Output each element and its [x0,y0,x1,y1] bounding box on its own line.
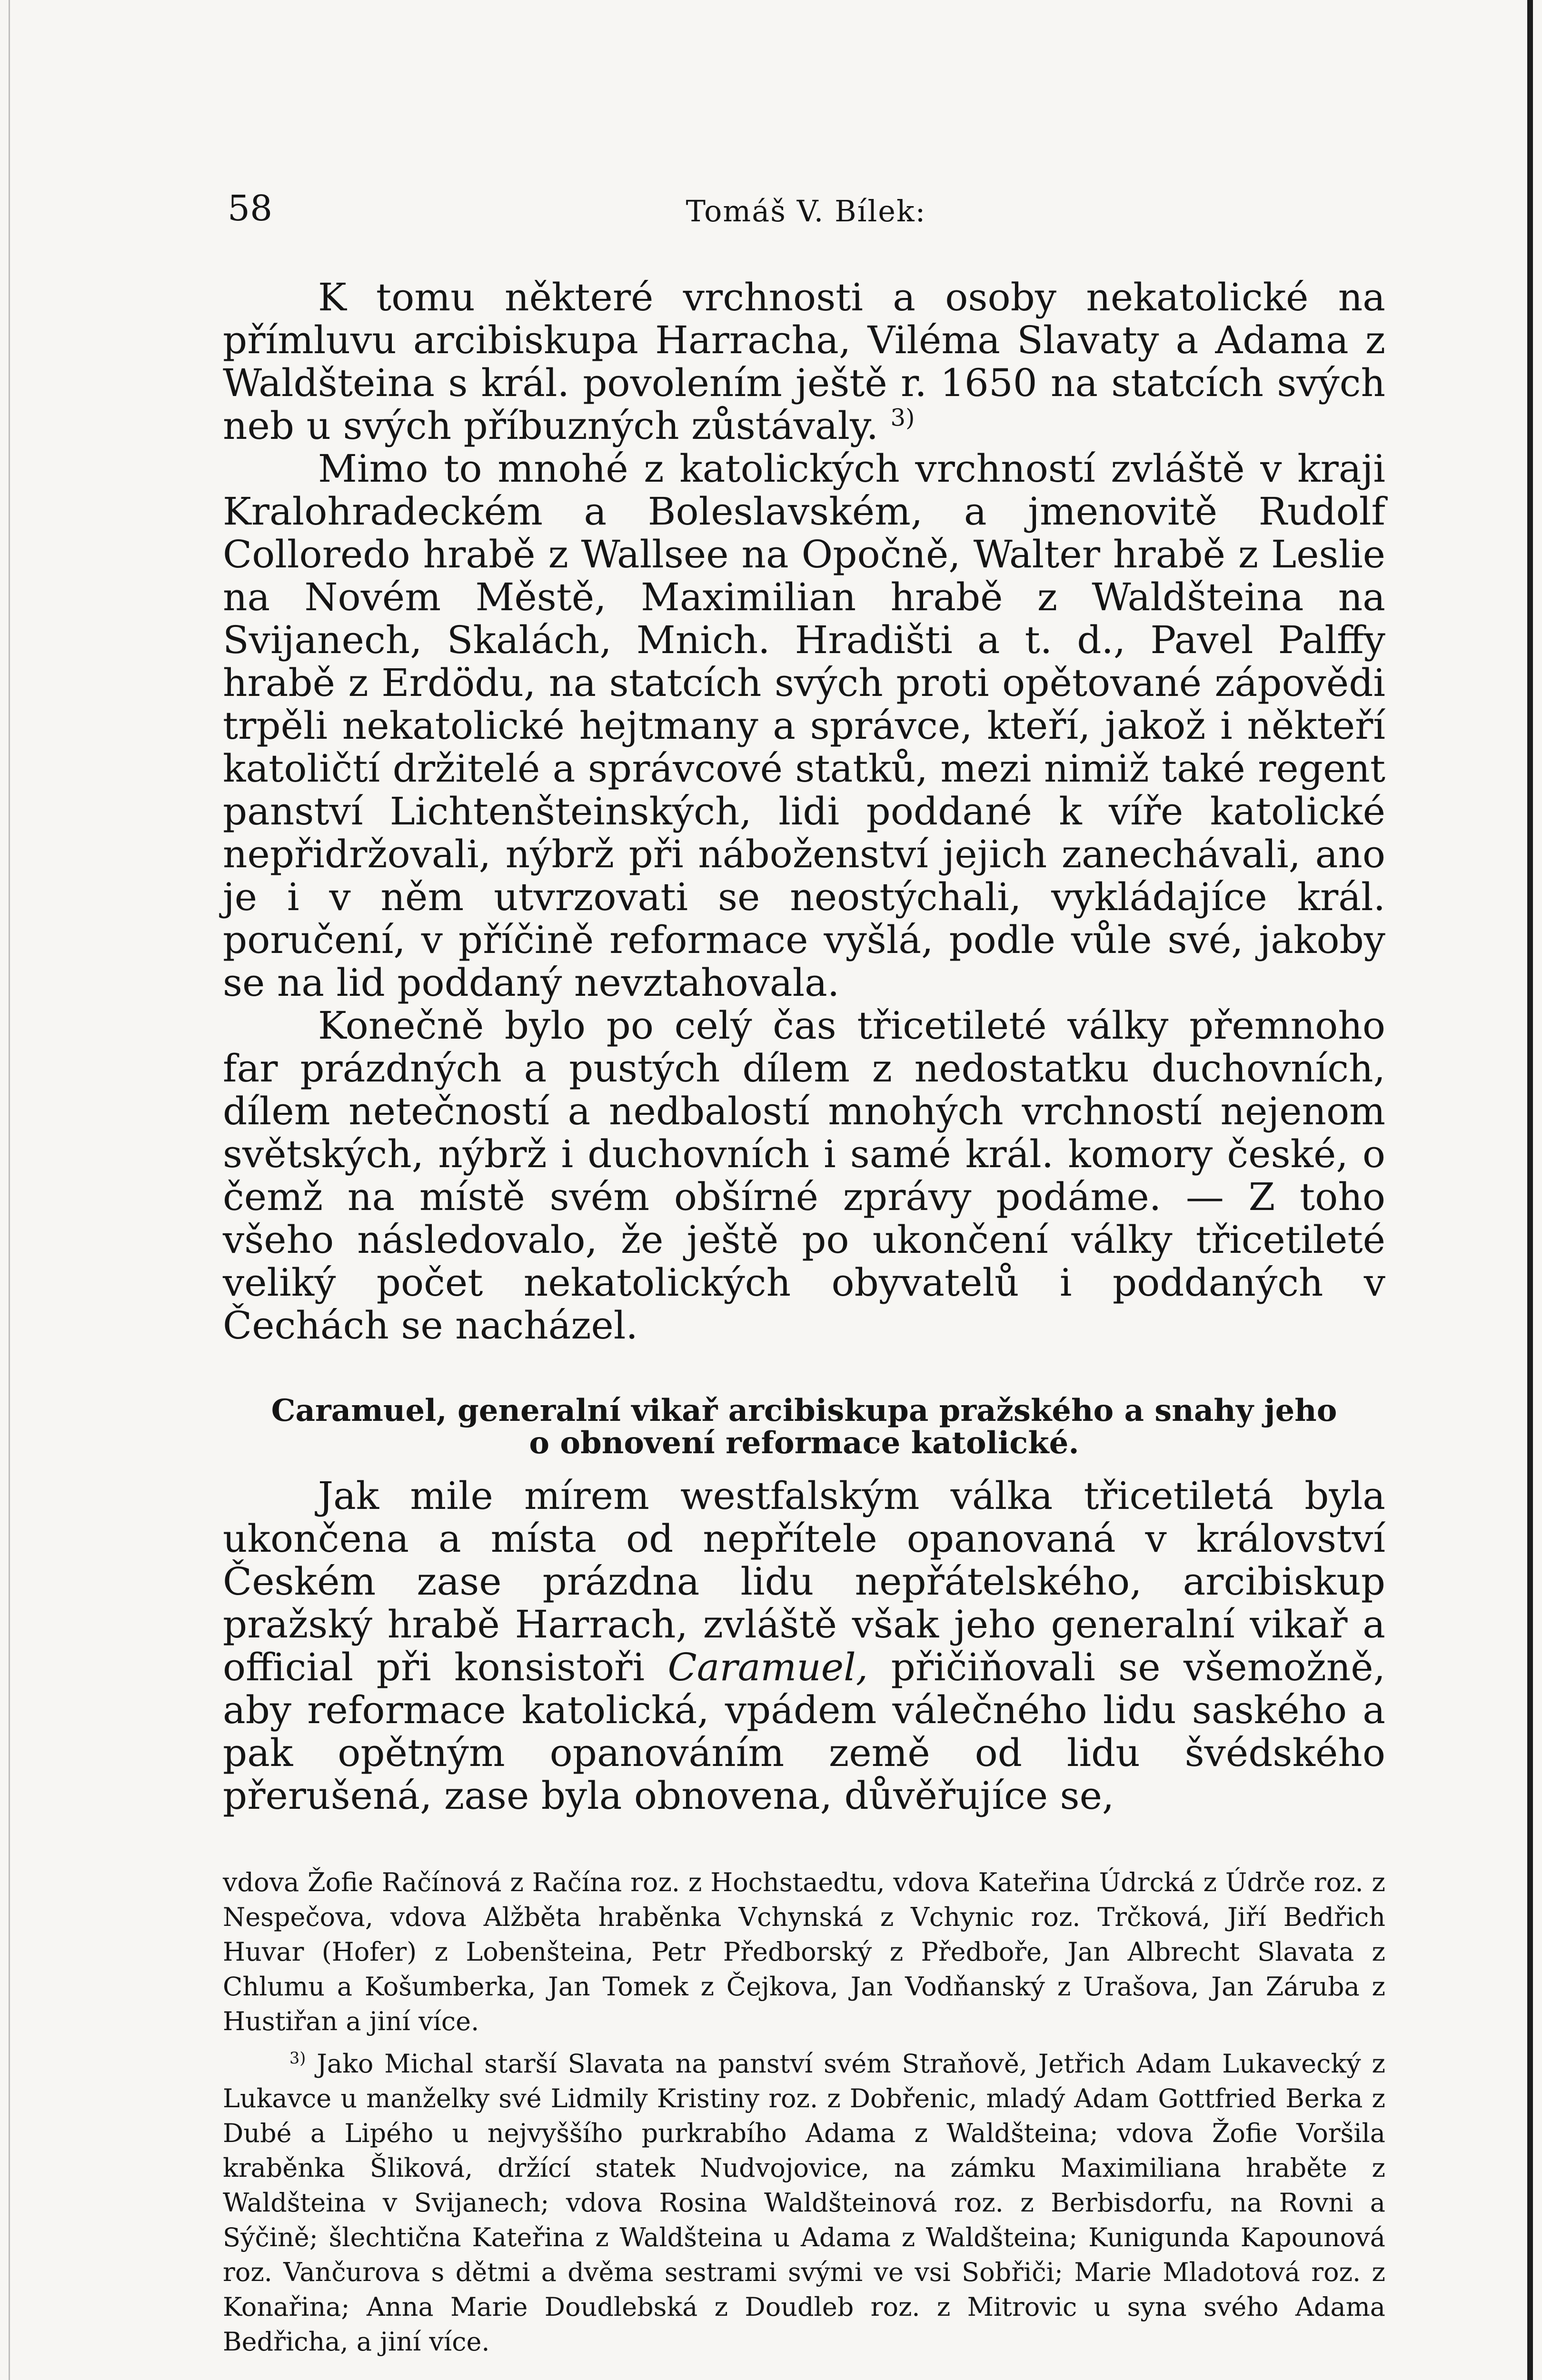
page-edge-left [9,0,10,2380]
main-text [223,276,1385,2367]
footnote-3 [223,2046,1385,2359]
running-head: Tomáš V. Bílek: [686,194,926,228]
paragraph-4 [223,1475,1385,1817]
paragraph-4-italic-name: Caramuel, [667,1645,868,1689]
section-heading-line-1: Caramuel, generalní vikař arcibiskupa pražského a snahy jeho [271,1393,1337,1428]
footnote-3-mark: 3) [289,2049,306,2067]
section-heading [223,1395,1385,1459]
paragraph-1-text: K tomu některé vrchnosti a osoby nekatolické na přímluvu arcibiskupa Harracha, Viléma Slavaty a Adama z Waldšteina s král. povolením ještě r. 1650 na statcích svých neb u svých příbuzných zůstávaly. [223,275,1385,448]
page-edge-right [1527,0,1533,2380]
footnotes [223,1865,1385,2359]
page-number: 58 [228,188,273,229]
section-heading-line-2: o obnovení reformace katolické. [529,1425,1079,1461]
paragraph-4-text-b: přičiňovali se všemožně, aby reformace katolická, vpádem válečného lidu saského a pak opětným opanováním země od lidu švédského přerušená, zase byla obnovena, důvěřujíce se, [223,1645,1386,1818]
footnote-3-text: Jako Michal starší Slavata na panství svém Straňově, Jetřich Adam Lukavecký z Lukavce u manželky své Lidmily Kristiny roz. z Dobřenic, mladý Adam Gottfried Berka z Dubé a Lipého u nejvyššího purkrabího Adama z Waldšteina; vdova Žofie Voršila kraběnka Šliková, držící statek Nudvojovice, na zámku Maximiliana hraběte z Waldšteina v Svijanech; vdova Rosina Waldšteinová roz. z Berbisdorfu, na Rovni a Sýčině; šlechtična Kateřina z Waldšteina u Adama z Waldšteina; Kunigunda Kapounová roz. Vančurova s dětmi a dvěma sestrami svými ve vsi Sobřiči; Marie Mladotová roz. z Konařina; Anna Marie Doudlebská z Doudleb roz. z Mitrovic u syna svého Adama Bedřicha, a jiní více. [223,2049,1385,2357]
paragraph-3: Konečně bylo po celý čas třicetileté války přemnoho far prázdných a pustých dílem z nedostatku duchovních, dílem netečností a nedbalostí mnohých vrchností nejenom světských, nýbrž i duchovních i samé král. komory české, o čemž na místě svém obšírné zprávy podáme. — Z toho všeho následovalo, že ještě po ukončení války třicetileté veliký počet nekatolických obyvatelů i poddaných v Čechách se nacházel. [223,1003,1385,1348]
page-header [228,188,1384,245]
paragraph-2: Mimo to mnohé z katolických vrchností zvláště v kraji Kralohradeckém a Boleslavském, a jmenovitě Rudolf Colloredo hrabě z Wallsee na Opočně, Walter hrabě z Leslie na Novém Městě, Maximilian hrabě z Waldšteina na Svijanech, Skalách, Mnich. Hradišti a t. d., Pavel Palffy hrabě z Erdödu, na statcích svých proti opětované zápovědi trpěli nekatolické hejtmany a správce, kteří, jakož i někteří katoličtí držitelé a správcové statků, mezi nimiž také regent panství Lichtenšteinských, lidi poddané k víře katolické nepřidržovali, nýbrž při náboženství jejich zanechávali, ano je i v něm utvrzovati se neostýchali, vykládajíce král. poručení, v příčině reformace vyšlá, podle vůle své, jakoby se na lid poddaný nevztahovala. [223,446,1385,1005]
paragraph-4-text-a: Jak mile mírem westfalským válka třicetiletá byla ukončena a místa od nepřítele opanovaná v království Českém zase prázdna lidu nepřátelského, arcibiskup pražský hrabě Harrach, zvláště však jeho generalní vikař a official při konsistoři [223,1474,1385,1689]
footnote-ref-3: 3) [890,404,915,432]
footnote-continued: vdova Žofie Račínová z Račína roz. z Hochstaedtu, vdova Kateřina Údrcká z Údrče roz. z Nespečova, vdova Alžběta hraběnka Vchynská z Vchynic roz. Trčková, Jiří Bedřich Huvar (Hofer) z Lobenšteina, Petr Předborský z Předboře, Jan Albrecht Slavata z Chlumu a Košumberka, Jan Tomek z Čejkova, Jan Vodňanský z Urašova, Jan Záruba z Hustiřan a jiní více. [223,1867,1385,2036]
paragraph-1 [223,276,1385,447]
